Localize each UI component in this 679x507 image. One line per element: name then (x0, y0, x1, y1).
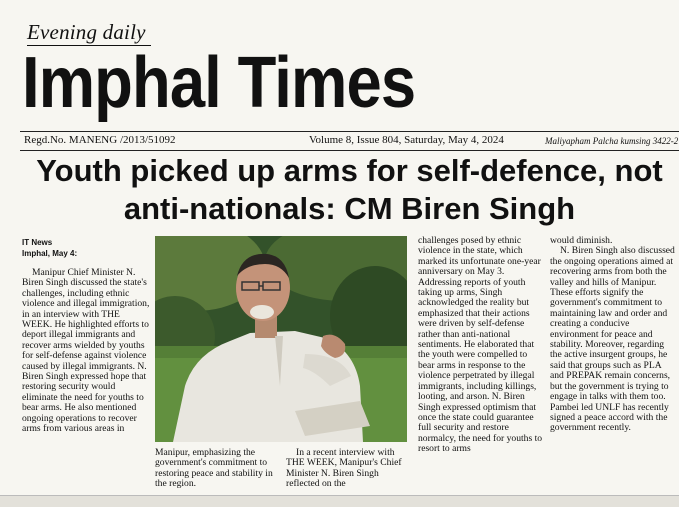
masthead-title: Imphal Times (22, 43, 416, 123)
issue-info: Volume 8, Issue 804, Saturday, May 4, 2024 (309, 134, 504, 146)
column-4-text: challenges posed by ethnic violence in the state, which marked its unfortunate one-year anniversary on May 3. Addressing reports of youth taking up arms, Singh acknowledged the reality but emphasized that their actions were driven by self-defense rather than anti-national sentiments. He elaborated that the youth were compelled to bear arms in response to the violence perpetrated by illegal immigrants, including killings, looting, and arson. N. Biren Singh expressed optimism that once the state could guarantee full security and restore normalcy, the need for youths to resort to arms (418, 235, 543, 455)
tagline: Evening daily (27, 20, 146, 44)
dateline: Imphal, May 4: (22, 249, 78, 258)
column-5-text-a: would diminish. (550, 235, 613, 246)
article-column-5 (550, 236, 675, 434)
next-headline-strip (0, 495, 679, 507)
office-address: Maliyapham Palcha kumsing 3422-2 (545, 136, 679, 146)
header-rule-bottom (20, 150, 679, 151)
column-1-text: Manipur Chief Minister N. Biren Singh discussed the state's challenges, including ethnic violence and illegal immigration, in an interview with THE WEEK. He highlighted efforts to deport illegal immigrants and recover arms wielded by youths for self-defense against violence caused by illegal immigrants. N. Biren Singh expressed hope that restoring security would eliminate the need for youths to bear arms. He also mentioned ongoing operations to recover arms from various areas in (22, 267, 150, 435)
article-column-1 (22, 237, 150, 435)
article-column-4 (418, 236, 543, 455)
news-source: IT News (22, 238, 53, 247)
column-5-text-b: N. Biren Singh also discussed the ongoing operations aimed at recovering arms from both the valley and hills of Manipur. These efforts signify the government's commitment to maintaining law and order and creating a conducive environment for peace and stability. Moreover, regarding the active insurgent groups, he said that groups such as PLA and PREPAK remain concerns, but the government is trying to engage in talks with them too. Pambei led UNLF has recently signed a peace accord with the government recently. (550, 245, 675, 434)
column-2-text: Manipur, emphasizing the government's commitment to restoring peace and stability in the region. (155, 447, 273, 490)
article-column-3 (286, 448, 411, 490)
column-3-text: In a recent interview with THE WEEK, Manipur's Chief Minister N. Biren Singh reflected on the (286, 447, 402, 490)
chief-minister-photo (155, 236, 407, 442)
registration-number: Regd.No. MANENG /2013/51092 (24, 134, 176, 146)
article-photo (155, 236, 407, 442)
article-headline: Youth picked up arms for self-defence, not anti-nationals: CM Biren Singh (36, 153, 663, 226)
header-rule-top (20, 131, 679, 132)
